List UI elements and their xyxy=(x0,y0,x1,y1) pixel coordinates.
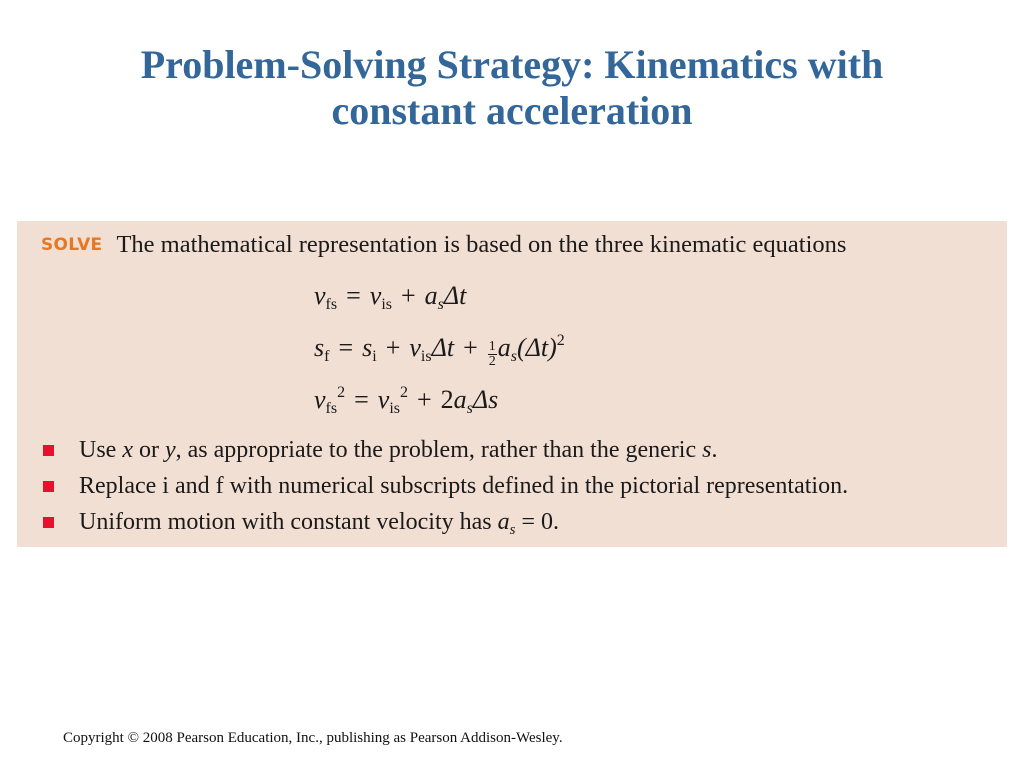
bullet-1-text-b: or xyxy=(132,437,165,463)
eq3-sub-is: is xyxy=(389,400,400,417)
eq3-var-v: v xyxy=(314,385,326,414)
eq3-var-a: a xyxy=(453,385,467,414)
eq2-sub-f: f xyxy=(324,348,330,365)
bullet-3-var-a: a xyxy=(497,509,510,535)
eq3-exp-2: 2 xyxy=(400,384,408,401)
copyright-footer: Copyright © 2008 Pearson Education, Inc., publishing as Pearson Addison-Wesley. xyxy=(63,730,563,746)
eq2-equals: = xyxy=(338,333,354,362)
eq3-plus: + xyxy=(417,385,432,414)
eq3-delta-s: Δs xyxy=(472,385,499,414)
bullet-3-text-a: Uniform motion with constant velocity has xyxy=(79,509,498,535)
equation-1 xyxy=(314,281,466,311)
slide-title-line-1: Problem-Solving Strategy: Kinematics with xyxy=(140,42,884,87)
eq2-exp: 2 xyxy=(556,332,565,349)
solve-panel xyxy=(17,221,1007,547)
eq2-var-s: s xyxy=(314,333,325,362)
slide-title xyxy=(0,42,1024,134)
eq2-delta-t-squared: (Δt) xyxy=(516,333,557,362)
eq2-half-fraction: $\frac{1}{2}$ xyxy=(488,339,496,369)
solve-label: SOLVE xyxy=(41,235,103,255)
bullet-square-icon xyxy=(43,481,54,492)
eq2-sub-i: i xyxy=(372,348,377,365)
bullet-1-text-c: , as appropriate to the problem, rather than the generic xyxy=(175,437,703,463)
eq3-sub-s: s xyxy=(466,400,473,417)
eq3-var-vi: v xyxy=(377,385,390,414)
eq1-sub-fs: fs xyxy=(325,296,338,313)
bullet-item-3 xyxy=(43,508,848,544)
bullet-1-var-s: s xyxy=(702,437,712,463)
equation-2 xyxy=(314,333,565,369)
eq1-sub-is: is xyxy=(381,296,392,313)
eq3-exp-1: 2 xyxy=(337,384,346,401)
bullet-1-text-a: Use xyxy=(79,437,123,463)
eq1-sub-s: s xyxy=(437,296,444,313)
eq2-plus-1: + xyxy=(385,333,401,362)
eq2-var-si: s xyxy=(362,333,373,362)
strategy-bullets xyxy=(43,436,848,544)
bullet-3-sub-s: s xyxy=(509,522,516,538)
bullet-square-icon xyxy=(43,517,54,528)
solve-intro xyxy=(41,231,846,259)
eq2-var-a: a xyxy=(497,333,511,362)
eq3-sub-fs: fs xyxy=(325,400,338,417)
eq3-equals: = xyxy=(354,385,369,414)
bullet-square-icon xyxy=(43,445,54,456)
eq1-var-a: a xyxy=(424,281,438,310)
eq1-equals: = xyxy=(346,281,361,310)
equation-3 xyxy=(314,385,498,415)
bullet-item-1 xyxy=(43,436,848,472)
eq3-two: 2 xyxy=(440,385,454,414)
eq2-sub-is: is xyxy=(420,348,432,365)
slide-title-line-2: constant acceleration xyxy=(331,88,693,133)
eq1-var-v: v xyxy=(314,281,326,310)
eq1-plus: + xyxy=(401,281,416,310)
bullet-item-2 xyxy=(43,472,848,508)
intro-text: The mathematical representation is based on the three kinematic equations xyxy=(116,231,847,258)
bullet-1-text-d: . xyxy=(711,437,718,463)
eq2-delta-t: Δt xyxy=(431,333,455,362)
bullet-1-var-x: x xyxy=(122,437,133,463)
eq2-var-v: v xyxy=(409,333,421,362)
bullet-2-text: Replace i and f with numerical subscripts defined in the pictorial representation. xyxy=(79,473,849,499)
eq2-plus-2: + xyxy=(463,333,478,362)
eq1-delta-t: Δt xyxy=(443,281,467,310)
bullet-3-text-b: = 0. xyxy=(515,509,559,535)
bullet-1-var-y: y xyxy=(164,437,176,463)
eq1-var-vi: v xyxy=(369,281,382,310)
eq2-sub-s: s xyxy=(510,348,517,365)
